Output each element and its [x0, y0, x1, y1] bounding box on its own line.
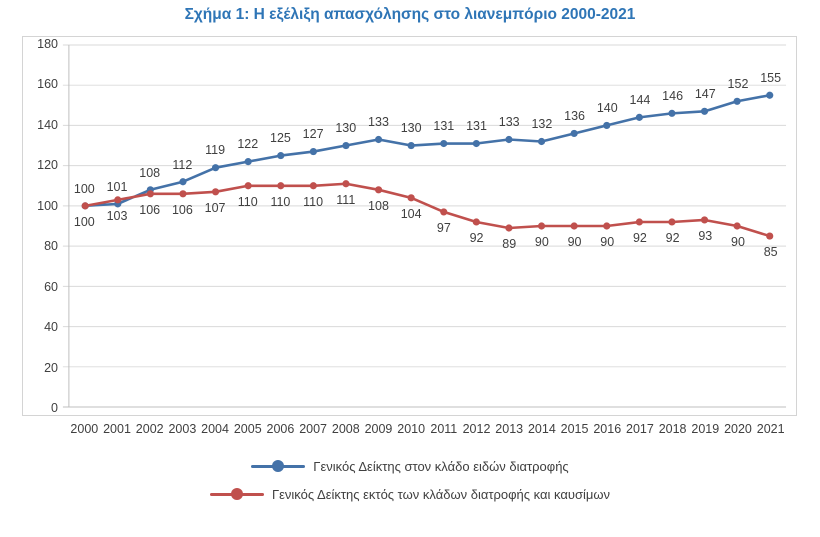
- data-label: 144: [629, 92, 651, 107]
- data-label: 155: [760, 70, 782, 85]
- data-label: 131: [466, 119, 487, 134]
- data-label: 133: [498, 115, 520, 130]
- legend-swatch-red: [210, 487, 264, 501]
- data-label: 111: [336, 192, 356, 207]
- x-axis-tick-label: 2004: [201, 422, 229, 436]
- data-label: 125: [269, 131, 291, 146]
- x-axis-tick-label: 2020: [724, 422, 752, 436]
- x-axis-tick-label: 2000: [70, 422, 99, 436]
- data-label: 90: [567, 235, 582, 249]
- y-axis-tick-label: 20: [44, 360, 58, 375]
- legend-swatch-blue: [251, 459, 305, 473]
- data-label: 130: [335, 121, 357, 136]
- y-axis-tick-label: 180: [37, 37, 58, 51]
- data-label: 107: [204, 200, 226, 215]
- y-axis-tick-label: 60: [44, 279, 58, 294]
- x-axis-tick-label: 2005: [233, 422, 262, 436]
- x-axis-tick-label: 2013: [495, 422, 524, 436]
- x-axis-tick-label: 2014: [527, 422, 556, 436]
- data-label: 106: [139, 202, 161, 217]
- data-label: 90: [534, 235, 549, 249]
- data-label: 110: [237, 194, 258, 209]
- y-axis-tick-label: 100: [37, 198, 58, 213]
- x-axis-tick-label: 2011: [430, 422, 458, 436]
- data-label: 100: [73, 214, 95, 229]
- data-label: 106: [171, 202, 193, 217]
- x-axis-tick-label: 2017: [626, 422, 654, 436]
- data-label: 85: [763, 245, 778, 260]
- chart-title: Σχήμα 1: Η εξέλιξη απασχόλησης στο λιανεμπόριο 2000-2021: [184, 6, 636, 23]
- x-axis-tick-label: 2007: [299, 422, 328, 436]
- data-label: 100: [73, 181, 95, 196]
- legend-label-red: Γενικός Δείκτης εκτός των κλάδων διατροφής και καυσίμων: [271, 486, 611, 502]
- data-label: 130: [400, 121, 422, 136]
- data-label: 90: [731, 235, 745, 249]
- x-axis-tick-label: 2015: [560, 422, 589, 436]
- data-label: 101: [106, 179, 128, 194]
- x-axis-tick-label: 2018: [658, 422, 687, 436]
- legend-item-blue: [0, 452, 820, 480]
- data-label: 119: [205, 143, 226, 158]
- y-axis-tick-label: 140: [37, 117, 58, 132]
- x-axis-tick-label: 2001: [103, 422, 131, 436]
- y-axis-tick-label: 80: [44, 239, 58, 254]
- data-label: 92: [469, 230, 484, 245]
- x-axis-tick-label: 2021: [756, 422, 785, 436]
- data-label: 136: [564, 108, 585, 123]
- data-label: 89: [502, 237, 517, 252]
- x-axis-tick-label: 2003: [168, 422, 197, 436]
- data-label: 93: [698, 228, 713, 243]
- x-axis-tick-label: 2019: [691, 422, 720, 436]
- data-label: 112: [172, 157, 193, 172]
- data-label: 90: [600, 235, 615, 249]
- x-axis-tick-label: 2012: [462, 422, 491, 436]
- y-axis-tick-label: 120: [37, 158, 58, 173]
- data-label: 122: [237, 137, 259, 152]
- x-axis-tick-label: 2008: [331, 422, 360, 436]
- data-label: 140: [596, 100, 618, 115]
- x-axis-tick-label: 2016: [593, 422, 622, 436]
- y-axis-tick-label: 40: [44, 320, 58, 335]
- legend-label-blue: Γενικός Δείκτης στον κλάδο ειδών διατροφής: [313, 458, 569, 474]
- data-label: 133: [368, 115, 389, 130]
- data-label: 127: [302, 127, 324, 142]
- x-axis-tick-label: 2002: [135, 422, 164, 436]
- chart-legend: [0, 452, 820, 508]
- data-label: 147: [694, 86, 716, 101]
- data-label: 108: [368, 198, 389, 213]
- data-label: 103: [106, 208, 128, 223]
- data-label: 131: [433, 119, 455, 134]
- data-label: 97: [436, 220, 451, 235]
- x-axis-tick-label: 2006: [266, 422, 295, 436]
- data-label: 110: [270, 194, 291, 209]
- data-label: 104: [400, 206, 422, 221]
- y-axis-tick-label: 160: [37, 77, 58, 92]
- data-label: 108: [139, 165, 161, 180]
- data-label: 92: [632, 230, 647, 245]
- data-label: 110: [303, 194, 324, 209]
- x-axis-tick-label: 2009: [364, 422, 393, 436]
- data-label: 152: [727, 76, 749, 91]
- legend-item-red: [0, 480, 820, 508]
- data-label: 146: [662, 88, 684, 103]
- data-label: 92: [665, 230, 680, 245]
- data-label: 132: [531, 117, 553, 132]
- x-axis-tick-label: 2010: [397, 422, 426, 436]
- y-axis-tick-label: 0: [51, 401, 58, 415]
